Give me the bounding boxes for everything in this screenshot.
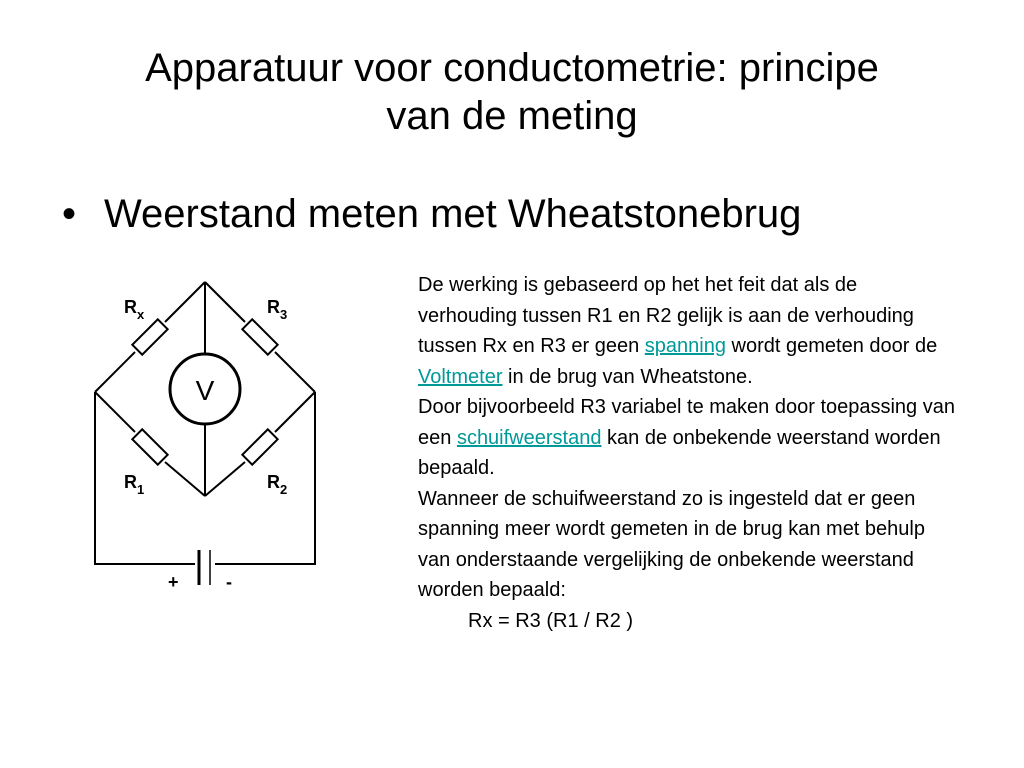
slide-title <box>62 44 962 140</box>
wire-top-right-lower <box>275 352 315 392</box>
description-p1-part-a: De werking is gebaseerd op het het feit dat als de verhouding tussen R1 en R2 gelijk is aan de verhouding tussen Rx en R3 er geen <box>418 274 914 357</box>
wheatstone-bridge-diagram <box>80 270 330 600</box>
description-p2-part-a: Door bijvoorbeeld R3 variabel te maken door toepassing van een <box>418 396 955 449</box>
description-paragraph-3: Wanneer de schuifweerstand zo is ingesteld dat er geen spanning meer wordt gemeten in de brug kan met behulp van onderstaande vergelijking de onbekende weerstand worden bepaald: <box>418 487 925 601</box>
wire-bottom-right-upper <box>275 392 315 432</box>
wire-bottom-left-lower <box>165 462 205 496</box>
description-p1-part-c: in de brug van Wheatstone. <box>502 365 753 388</box>
description-p2-part-b: kan de onbekende weerstand worden bepaald. <box>418 426 941 479</box>
bullet-item <box>62 190 962 238</box>
wire-bottom-left-upper <box>95 392 135 432</box>
label-r2: $R_2$ <box>267 472 288 497</box>
description-paragraph-2 <box>418 392 958 484</box>
title-line-1: Apparatuur voor conductometrie: principe <box>145 46 879 90</box>
voltmeter-label: V <box>195 375 215 406</box>
formula: Rx = R3 (R1 / R2 ) <box>468 609 634 632</box>
wire-top-left-upper <box>165 282 205 322</box>
wire-top-right-upper <box>205 282 245 322</box>
label-rx: $R_x$ <box>124 297 145 322</box>
link-schuifweerstand[interactable]: schuifweerstand <box>456 426 602 449</box>
link-spanning[interactable]: spanning <box>644 335 726 357</box>
resistor-rx <box>132 319 167 354</box>
resistor-r2 <box>242 429 277 464</box>
description-p1-part-b: wordt gemeten door de <box>725 335 938 357</box>
description-paragraph-1 <box>418 270 958 392</box>
battery-symbol <box>199 550 210 585</box>
description-text <box>418 270 958 636</box>
label-r3: $R_3$ <box>267 297 288 322</box>
wire-bottom-right-lower <box>205 462 245 496</box>
label-r1: $R_1$ <box>124 472 145 497</box>
label-plus: + <box>168 572 179 592</box>
label-minus: - <box>226 572 232 592</box>
resistor-r3 <box>242 319 277 354</box>
title-line-2: van de meting <box>386 94 638 138</box>
link-voltmeter[interactable]: Voltmeter <box>418 365 503 388</box>
resistor-r1 <box>132 429 167 464</box>
bullet-text: Weerstand meten met Wheatstonebrug <box>104 192 802 236</box>
wire-battery-left <box>95 392 195 564</box>
bullet-dot: • <box>62 192 77 236</box>
wire-battery-right <box>215 392 315 564</box>
wire-top-left-lower <box>95 352 135 392</box>
